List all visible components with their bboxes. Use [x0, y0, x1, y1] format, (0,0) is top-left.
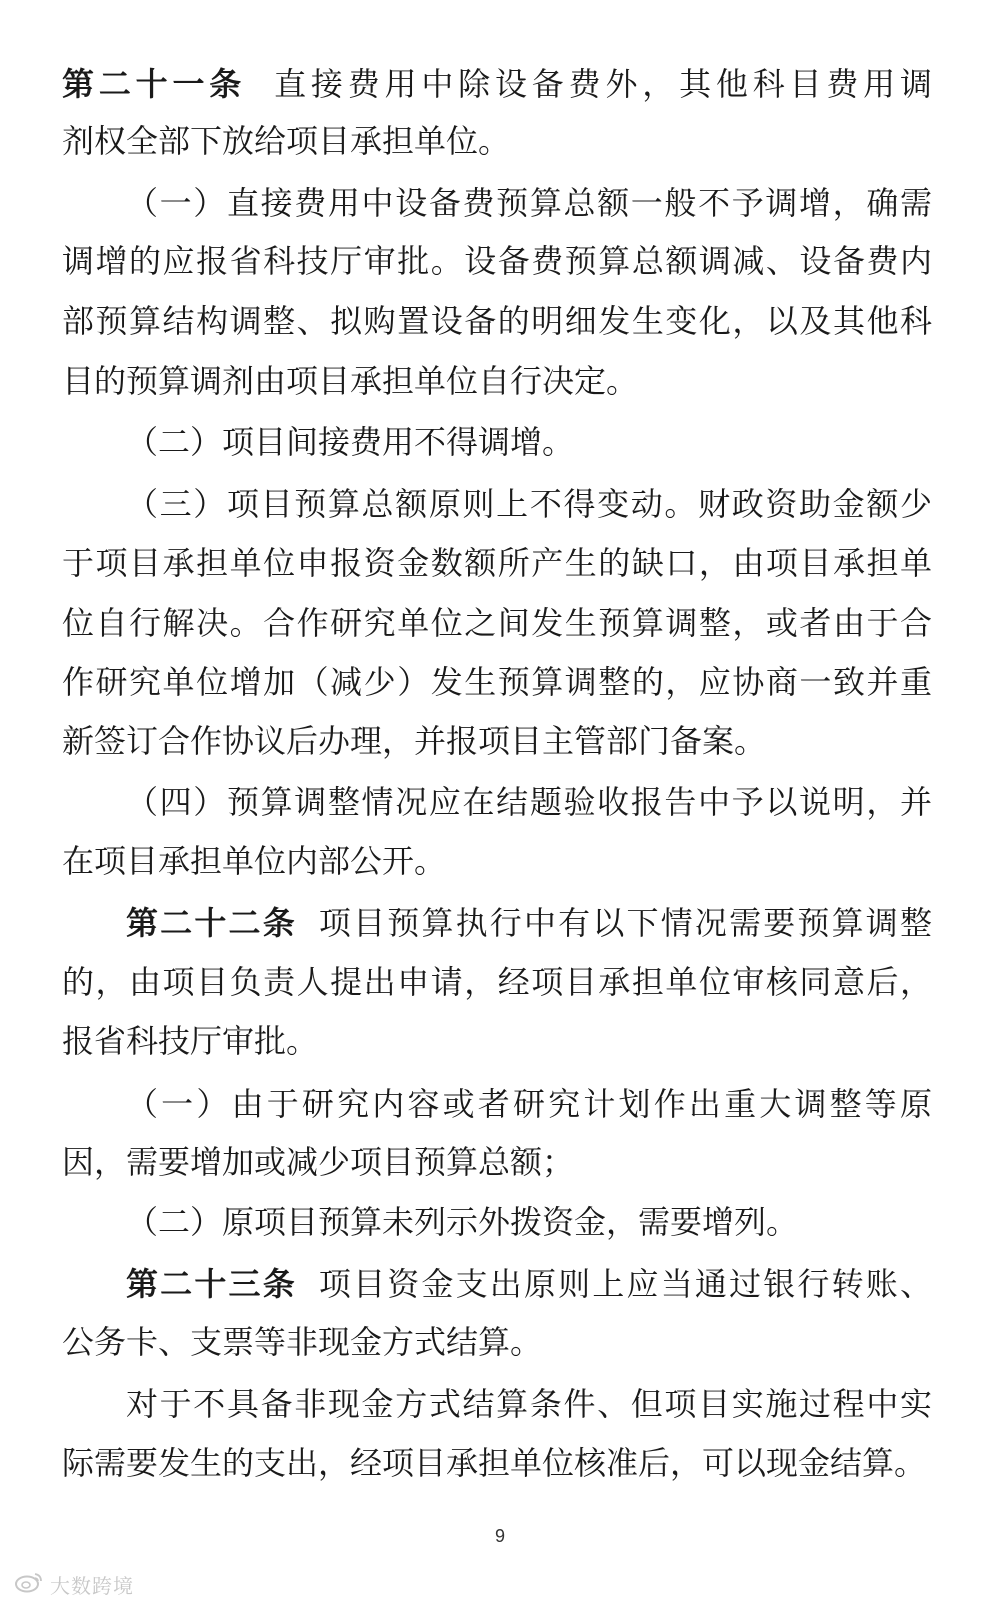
watermark-text: 大数跨境	[50, 1573, 134, 1598]
article-23-line-2: 公务卡、支票等非现金方式结算。	[62, 1323, 543, 1361]
clause-21-3-line-3: 位自行解决。合作研究单位之间发生预算调整，或者由于合	[62, 604, 932, 642]
watermark	[14, 1572, 134, 1596]
clause-21-2-line-1: （二）项目间接费用不得调增。	[126, 423, 575, 461]
clause-21-3-line-2: 于项目承担单位申报资金数额所产生的缺口，由项目承担单	[62, 544, 932, 582]
article-22-line-2: 的，由项目负责人提出申请，经项目承担单位审核同意后，	[62, 963, 932, 1001]
article-23-line-1	[126, 1264, 932, 1304]
article-21-heading: 第二十一条	[62, 65, 247, 103]
article-22-line-3: 报省科技厅审批。	[62, 1022, 319, 1060]
article-21-text: 直接费用中除设备费外，其他科目费用调	[274, 65, 932, 103]
article-22-line-1	[126, 903, 932, 943]
article-22-text: 项目预算执行中有以下情况需要预算调整	[318, 904, 932, 942]
clause-21-4-line-2: 在项目承担单位内部公开。	[62, 842, 447, 880]
page-number: 9	[494, 1526, 505, 1546]
clause-21-1-line-4: 目的预算调剂由项目承担单位自行决定。	[62, 362, 639, 400]
article-23-heading: 第二十三条	[126, 1265, 297, 1303]
article-23-text: 项目资金支出原则上应当通过银行转账、	[318, 1265, 932, 1303]
clause-21-3-line-5: 新签订合作协议后办理，并报项目主管部门备案。	[62, 722, 767, 760]
paragraph-cash-line-2: 际需要发生的支出，经项目承担单位核准后，可以现金结算。	[62, 1444, 927, 1482]
clause-21-3-line-4: 作研究单位增加（减少）发生预算调整的，应协商一致并重	[62, 663, 932, 701]
clause-21-3-line-1: （三）项目预算总额原则上不得变动。财政资助金额少	[126, 485, 932, 523]
weibo-logo-icon	[14, 1571, 44, 1597]
clause-22-2-line-1: （二）原项目预算未列示外拨资金，需要增列。	[126, 1203, 799, 1241]
article-21-line-1	[62, 64, 932, 104]
clause-22-1-line-2: 因，需要增加或减少项目预算总额；	[62, 1143, 575, 1181]
clause-21-4-line-1: （四）预算调整情况应在结题验收报告中予以说明，并	[126, 783, 932, 821]
clause-21-1-line-1: （一）直接费用中设备费预算总额一般不予调增，确需	[126, 184, 932, 222]
paragraph-cash-line-1: 对于不具备非现金方式结算条件、但项目实施过程中实	[126, 1385, 932, 1423]
clause-22-1-line-1: （一）由于研究内容或者研究计划作出重大调整等原	[126, 1085, 932, 1123]
clause-21-1-line-2: 调增的应报省科技厅审批。设备费预算总额调减、设备费内	[62, 242, 932, 280]
article-21-line-2: 剂权全部下放给项目承担单位。	[62, 122, 511, 160]
article-22-heading: 第二十二条	[126, 904, 297, 942]
clause-21-1-line-3: 部预算结构调整、拟购置设备的明细发生变化，以及其他科	[62, 302, 932, 340]
